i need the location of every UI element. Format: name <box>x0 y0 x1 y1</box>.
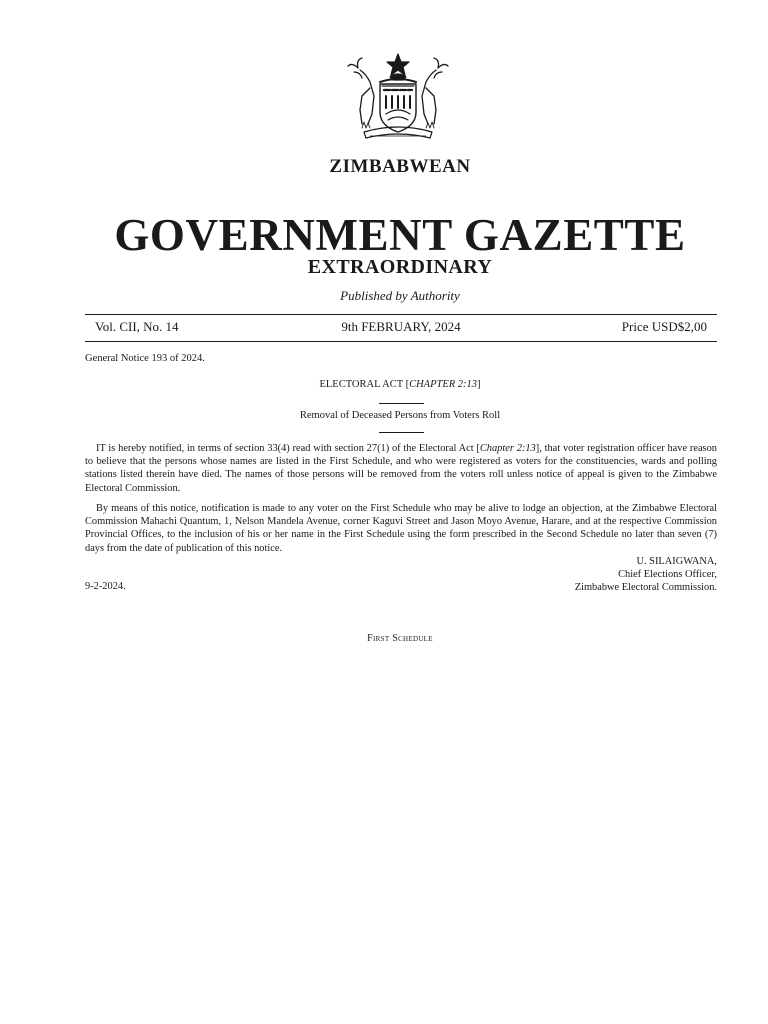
published-by-authority: Published by Authority <box>340 288 460 303</box>
country-heading: ZIMBABWEAN <box>329 156 471 177</box>
paragraph-text: ], that voter registration officer have reason to believe that the persons whose names are listed in the First Schedule, and who were registered as voters for the constituencies, wards and polling stations listed therein have died. The names of those persons will be removed from the voters roll unless notice of appeal is given to the Zimbabwe Electoral Commission. <box>85 443 717 494</box>
issue-volume: Vol. CII, No. 14 <box>95 319 179 334</box>
signatory-name: U. SILAIGWANA, <box>636 556 717 567</box>
signature-block <box>575 555 717 595</box>
notice-number: General Notice 193 of 2024. <box>85 353 205 364</box>
zimbabwe-coat-of-arms-icon <box>340 52 456 144</box>
issue-price: Price USD$2,00 <box>621 319 707 334</box>
issue-date: 9th FEBRUARY, 2024 <box>341 319 461 334</box>
gazette-title: GOVERNMENT GAZETTE <box>114 210 686 260</box>
paragraph-text: IT is hereby notified, in terms of section 33(4) read with section 27(1) of the Electoral Act [ <box>96 443 480 454</box>
notice-title: Removal of Deceased Persons from Voters Roll <box>299 410 501 421</box>
paragraph-chapter-reference: Chapter 2:13 <box>479 443 536 454</box>
masthead-top-rule <box>85 314 717 315</box>
act-heading <box>0 379 768 390</box>
signatory-organization: Zimbabwe Electoral Commission. <box>574 582 717 594</box>
notice-paragraph-2: By means of this notice, notification is made to any voter on the First Schedule who may be alive to lodge an objection, at the Zimbabwe Electoral Commission Mahachi Quantum, 1, Nelson Mandela Avenue, corner Kaguvi Street and Jason Moyo Avenue, Harare, and at the respective Commission Provincial Offices, to the inclusion of his or her name in the First Schedule using the form prescribed in the Second Schedule no later than seven (7) days from the date of publication of this notice. <box>85 503 717 554</box>
gazette-subtitle: EXTRAORDINARY <box>307 256 493 278</box>
notice-date: 9-2-2024. <box>85 581 126 592</box>
section-divider <box>379 403 424 404</box>
section-divider <box>379 432 424 433</box>
masthead-bottom-rule <box>85 341 717 342</box>
act-chapter: CHAPTER 2:13 <box>409 379 478 390</box>
first-schedule-heading: First Schedule <box>367 633 433 644</box>
notice-paragraph-1 <box>85 442 717 495</box>
act-heading-suffix: ] <box>477 379 481 390</box>
signatory-role: Chief Elections Officer, <box>618 569 717 581</box>
issue-info-bar <box>95 318 707 336</box>
act-heading-prefix: ELECTORAL ACT [ <box>319 379 410 390</box>
